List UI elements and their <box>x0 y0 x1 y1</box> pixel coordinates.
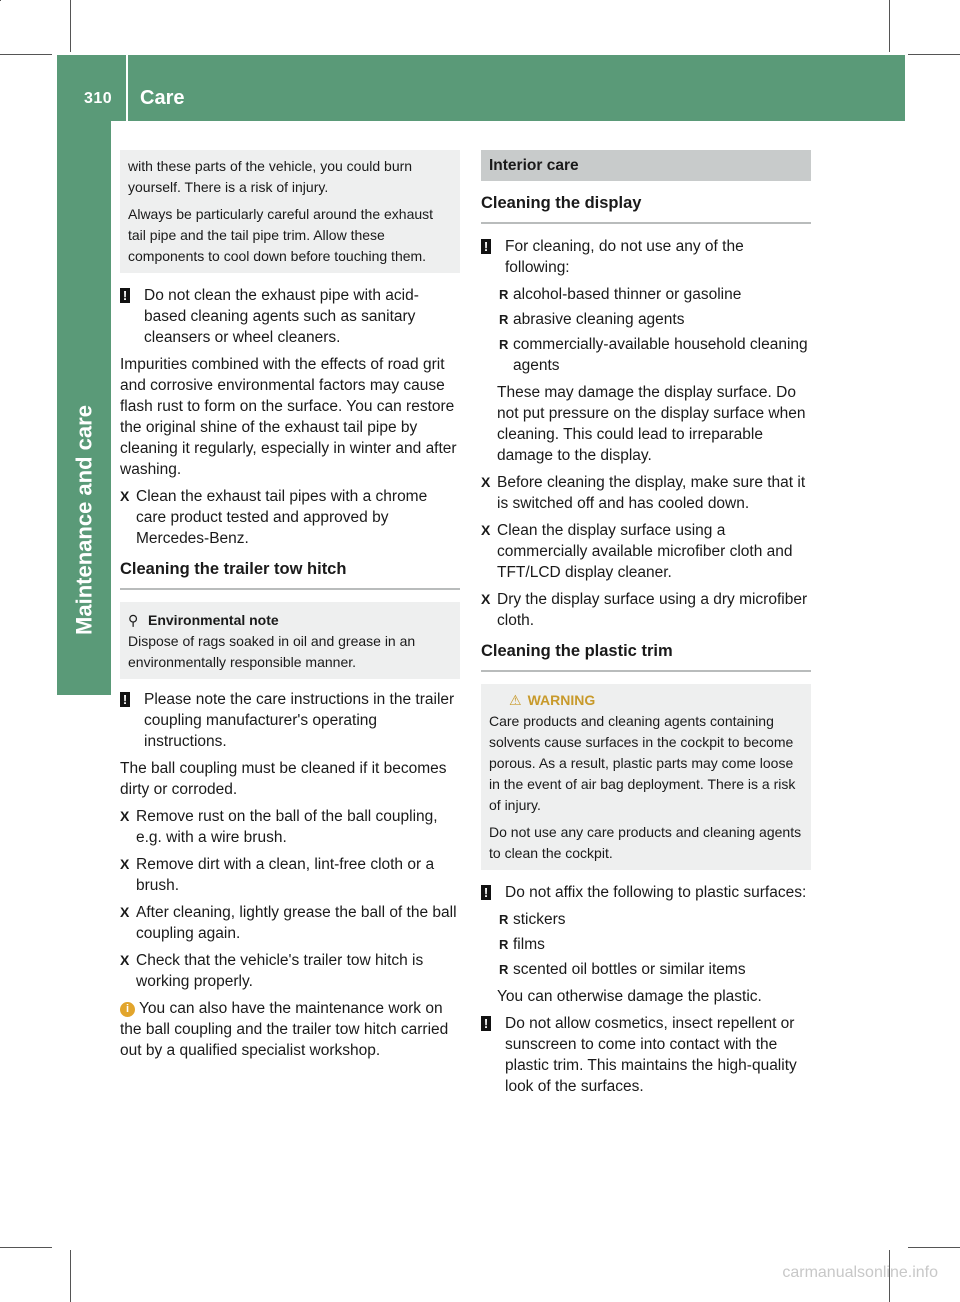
crop-mark <box>0 1247 52 1248</box>
heading-plastic: Cleaning the plastic trim <box>481 641 811 672</box>
caution-notice <box>120 285 460 348</box>
instruction-step <box>120 486 460 549</box>
bullet-icon: R <box>499 312 509 327</box>
plastic-bullet-list <box>481 909 811 980</box>
step-marker-icon: X <box>120 488 130 504</box>
env-title: Environmental note <box>148 612 279 628</box>
warning-box <box>481 684 811 870</box>
header-divider <box>126 55 128 121</box>
caution-notice <box>481 1013 811 1097</box>
instruction-step <box>120 950 460 992</box>
crop-mark <box>908 1247 960 1248</box>
instruction-step <box>120 854 460 896</box>
step-text: Clean the exhaust tail pipes with a chrome care product tested and approved by Mercedes-Benz. <box>136 488 428 547</box>
step-text: After cleaning, lightly grease the ball of the ball coupling again. <box>136 904 457 942</box>
step-marker-icon: X <box>481 522 491 538</box>
step-marker-icon: X <box>481 591 491 607</box>
list-item: R alcohol-based thinner or gasoline <box>499 286 742 303</box>
step-marker-icon: X <box>120 952 130 968</box>
heading-trailer: Cleaning the trailer tow hitch <box>120 559 460 590</box>
list-item: R stickers <box>499 911 566 928</box>
list-item: R scented oil bottles or similar items <box>499 961 746 978</box>
list-item: R commercially-available household cleaning agents <box>499 336 808 374</box>
caution-notice <box>120 689 460 752</box>
exclamation-icon: ! <box>120 288 130 303</box>
crop-mark <box>70 1250 71 1302</box>
list-item: R films <box>499 936 545 953</box>
step-text: Remove dirt with a clean, lint-free cloth or a brush. <box>136 856 435 894</box>
warning-title: WARNING <box>527 692 596 708</box>
crop-mark <box>0 54 52 55</box>
step-marker-icon: X <box>120 904 130 920</box>
crop-mark <box>889 0 890 52</box>
step-text: Clean the display surface using a commercially available microfiber cloth and TFT/LCD display cleaner. <box>497 522 793 581</box>
step-text: Check that the vehicle's trailer tow hitch is working properly. <box>136 952 424 990</box>
bullet-icon: R <box>499 912 509 927</box>
right-column <box>481 150 811 1103</box>
notice-text: Do not affix the following to plastic surfaces: <box>505 884 807 901</box>
step-text: Remove rust on the ball of the ball coupling, e.g. with a wire brush. <box>136 808 438 846</box>
list-item: R abrasive cleaning agents <box>499 311 685 328</box>
exclamation-icon: ! <box>481 239 491 254</box>
warning-triangle-icon: ⚠ <box>509 692 522 708</box>
env-text: Dispose of rags soaked in oil and grease in an environmentally responsible manner. <box>128 633 416 670</box>
instruction-step <box>481 520 811 583</box>
step-text: Dry the display surface using a dry microfiber cloth. <box>497 591 808 629</box>
crop-mark <box>70 0 71 52</box>
step-marker-icon: X <box>120 856 130 872</box>
step-text: Before cleaning the display, make sure that it is switched off and has cooled down. <box>497 474 806 512</box>
paragraph: You can otherwise damage the plastic. <box>497 988 762 1005</box>
info-text: You can also have the maintenance work on the ball coupling and the trailer tow hitch carried out by a qualified specialist workshop. <box>120 1000 449 1059</box>
bullet-icon: R <box>499 287 509 302</box>
bullet-icon: R <box>499 337 509 352</box>
exclamation-icon: ! <box>481 885 491 900</box>
watermark: carmanualsonline.info <box>782 1264 938 1281</box>
instruction-step <box>481 472 811 514</box>
section-heading-interior: Interior care <box>481 150 811 181</box>
paragraph: The ball coupling must be cleaned if it becomes dirty or corroded. <box>120 760 447 798</box>
section-title: Care <box>140 87 185 109</box>
step-marker-icon: X <box>481 474 491 490</box>
left-column <box>120 150 460 1067</box>
crop-mark <box>908 54 960 55</box>
paragraph: These may damage the display surface. Do not put pressure on the display surface when cleaning. This could lead to irreparable damage to the display. <box>497 384 806 464</box>
instruction-step <box>481 589 811 631</box>
paragraph: Impurities combined with the effects of road grit and corrosive environmental factors may cause flash rust to form on the surface. You can restore the original shine of the exhaust tail pipe by cleaning it regularly, especially in winter and after washing. <box>120 356 457 478</box>
page-number: 310 <box>84 90 113 107</box>
warning-text: Care products and cleaning agents containing solvents cause surfaces in the cockpit to become porous. As a result, plastic parts may come loose in the event of air bag deployment. There is a risk of injury. <box>489 713 796 813</box>
bullet-icon: R <box>499 962 509 977</box>
instruction-step <box>120 806 460 848</box>
notice-text: Do not clean the exhaust pipe with acid-based cleaning agents such as sanitary cleansers or wheel cleaners. <box>144 287 419 346</box>
exclamation-icon: ! <box>481 1016 491 1031</box>
instruction-step <box>120 902 460 944</box>
notice-text: Do not allow cosmetics, insect repellent or sunscreen to come into contact with the plastic trim. This maintains the high-quality look of the surfaces. <box>505 1015 797 1095</box>
exclamation-icon: ! <box>120 692 130 707</box>
warning-box-continued <box>120 150 460 273</box>
side-tab-label: Maintenance and care <box>71 405 97 635</box>
notice-text: For cleaning, do not use any of the following: <box>505 238 744 276</box>
warning-text: Always be particularly careful around the exhaust tail pipe and the tail pipe trim. Allow these components to cool down before touching them. <box>128 206 434 264</box>
heading-display: Cleaning the display <box>481 193 811 224</box>
warning-text: with these parts of the vehicle, you could burn yourself. There is a risk of injury. <box>128 158 413 195</box>
display-bullet-list <box>481 284 811 376</box>
caution-notice <box>481 236 811 278</box>
leaf-icon: ⚲ <box>128 612 139 628</box>
crop-mark <box>0 0 1 1</box>
warning-text: Do not use any care products and cleaning agents to clean the cockpit. <box>489 824 802 861</box>
bullet-icon: R <box>499 937 509 952</box>
environment-box <box>120 602 460 679</box>
info-note <box>120 998 460 1061</box>
caution-notice <box>481 882 811 903</box>
info-icon: i <box>120 1002 135 1017</box>
notice-text: Please note the care instructions in the trailer coupling manufacturer's operating instructions. <box>144 691 455 750</box>
step-marker-icon: X <box>120 808 130 824</box>
